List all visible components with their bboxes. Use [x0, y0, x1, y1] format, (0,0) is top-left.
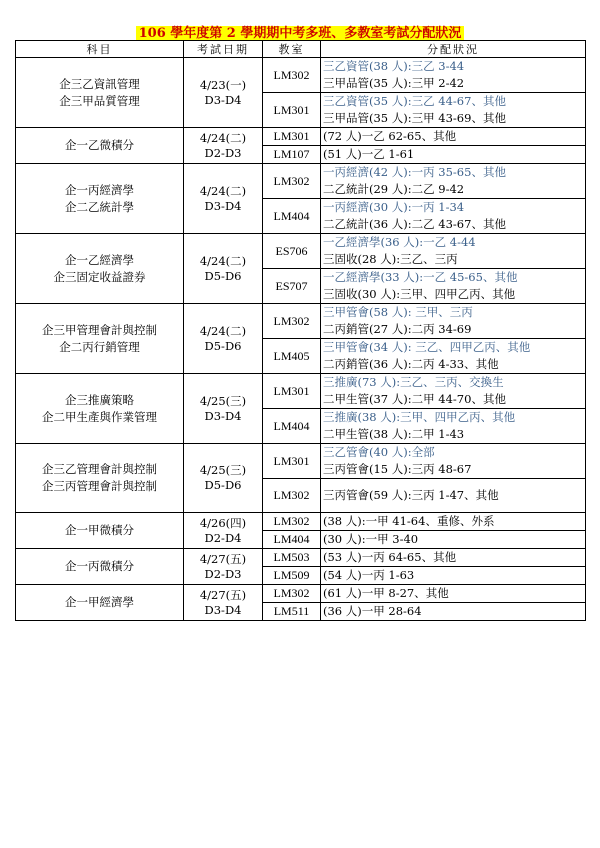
allocation-line: 一丙經濟(42 人):一丙 35-65、其他 — [323, 165, 506, 179]
subject-cell — [16, 164, 184, 234]
table-row — [16, 128, 586, 146]
exam-date: 4/23(一) — [199, 77, 247, 92]
title-container — [0, 22, 600, 41]
room-cell: LM302 — [263, 58, 321, 93]
date-cell — [184, 164, 263, 234]
room-cell: LM404 — [263, 531, 321, 549]
subject-name: 企三丙管理會計與控制 — [42, 479, 157, 493]
date-cell — [184, 234, 263, 304]
allocation-line: 三甲品管(35 人):三甲 43-69、其他 — [323, 111, 506, 125]
allocation-cell — [321, 234, 586, 269]
allocation-cell — [321, 531, 586, 549]
allocation-line: 三推廣(38 人):三甲、四甲乙丙、其他 — [323, 410, 516, 424]
room-cell: LM509 — [263, 567, 321, 585]
allocation-line: 二丙銷管(27 人):二丙 34-69 — [323, 322, 472, 336]
allocation-line: 三推廣(73 人):三乙、三丙、交換生 — [323, 375, 504, 389]
subject-name: 企三乙資訊管理 — [59, 76, 140, 91]
room-cell: LM301 — [263, 128, 321, 146]
exam-period: D2-D4 — [204, 530, 242, 545]
allocation-line: (72 人)一乙 62-65、其他 — [323, 129, 457, 143]
allocation-line: 二乙統計(29 人):二乙 9-42 — [323, 182, 465, 196]
date-cell — [184, 304, 263, 374]
exam-period: D5-D6 — [204, 268, 242, 283]
subject-name: 企三乙管理會計與控制 — [42, 462, 157, 476]
subject-cell — [16, 444, 184, 513]
allocation-cell — [321, 128, 586, 146]
date-cell — [184, 128, 263, 164]
exam-period: D5-D6 — [204, 338, 242, 353]
room-cell: LM511 — [263, 603, 321, 621]
table-row — [16, 234, 586, 269]
subject-cell — [16, 234, 184, 304]
date-cell — [184, 374, 263, 444]
room-cell: LM301 — [263, 374, 321, 409]
table-body — [16, 58, 586, 621]
room-cell: LM301 — [263, 93, 321, 128]
date-cell — [184, 58, 263, 128]
table-row — [16, 444, 586, 479]
allocation-cell — [321, 444, 586, 479]
table-row — [16, 585, 586, 603]
subject-name: 企二丙行銷管理 — [59, 339, 140, 354]
allocation-line: (36 人)一甲 28-64 — [323, 604, 422, 618]
exam-date: 4/24(二) — [199, 253, 247, 268]
allocation-cell — [321, 374, 586, 409]
allocation-cell — [321, 146, 586, 164]
exam-period: D3-D4 — [204, 408, 242, 423]
date-cell — [184, 585, 263, 621]
allocation-line: 二丙銷管(36 人):二丙 4-33、其他 — [323, 357, 499, 371]
allocation-line: 一乙經濟學(36 人):一乙 4-44 — [323, 235, 476, 249]
allocation-cell — [321, 304, 586, 339]
exam-date: 4/24(二) — [199, 323, 247, 338]
subject-name: 企三甲品質管理 — [59, 93, 140, 108]
allocation-line: (51 人)一乙 1-61 — [323, 147, 415, 161]
exam-period: D3-D4 — [204, 92, 242, 107]
allocation-line: (38 人):一甲 41-64、重修、外系 — [323, 514, 495, 528]
page-title: 106 學年度第 2 學期期中考多班、多教室考試分配狀況 — [136, 26, 465, 41]
allocation-line: (54 人)一丙 1-63 — [323, 568, 415, 582]
exam-date: 4/24(二) — [199, 130, 247, 145]
subject-name: 企二甲生產與作業管理 — [42, 409, 157, 424]
header-row — [16, 41, 586, 58]
allocation-cell — [321, 164, 586, 199]
allocation-line: 三甲管會(34 人): 三乙、四甲乙丙、其他 — [323, 340, 531, 354]
date-cell — [184, 549, 263, 585]
allocation-cell — [321, 549, 586, 567]
room-cell: LM405 — [263, 339, 321, 374]
room-cell: LM302 — [263, 513, 321, 531]
allocation-line: 二乙統計(36 人):二乙 43-67、其他 — [323, 217, 506, 231]
allocation-line: 三丙管會(15 人):三丙 48-67 — [323, 462, 472, 476]
subject-name: 企三甲管理會計與控制 — [42, 322, 157, 337]
subject-cell — [16, 374, 184, 444]
exam-date: 4/26(四) — [199, 515, 247, 530]
room-cell: LM301 — [263, 444, 321, 479]
table-row — [16, 374, 586, 409]
subject-cell — [16, 304, 184, 374]
allocation-line: 三甲品管(35 人):三甲 2-42 — [323, 76, 465, 90]
subject-cell — [16, 549, 184, 585]
room-cell: LM302 — [263, 304, 321, 339]
exam-allocation-table — [15, 40, 586, 621]
subject-name: 企三固定收益證券 — [53, 269, 146, 284]
room-cell: LM107 — [263, 146, 321, 164]
room-cell: ES707 — [263, 269, 321, 304]
date-cell — [184, 513, 263, 549]
room-cell: ES706 — [263, 234, 321, 269]
exam-date: 4/24(二) — [199, 183, 247, 198]
subject-name: 企一乙微積分 — [65, 138, 134, 152]
date-cell — [184, 444, 263, 513]
allocation-line: 三乙資管(35 人):三乙 44-67、其他 — [323, 94, 506, 108]
allocation-line: (30 人):一甲 3-40 — [323, 532, 419, 546]
allocation-cell — [321, 409, 586, 444]
allocation-cell — [321, 567, 586, 585]
allocation-line: 二甲生管(38 人):二甲 1-43 — [323, 427, 465, 441]
room-cell: LM302 — [263, 479, 321, 513]
room-cell: LM302 — [263, 585, 321, 603]
table-row — [16, 513, 586, 531]
subject-name: 企一乙經濟學 — [65, 252, 134, 267]
exam-date: 4/25(三) — [199, 393, 247, 408]
exam-period: D2-D3 — [204, 566, 242, 581]
subject-name: 企一甲經濟學 — [65, 595, 134, 609]
subject-name: 企二乙統計學 — [65, 199, 134, 214]
header-room: 教室 — [263, 41, 321, 58]
allocation-line: 三乙資管(38 人):三乙 3-44 — [323, 59, 465, 73]
exam-period: D5-D6 — [204, 478, 242, 492]
room-cell: LM404 — [263, 199, 321, 234]
allocation-cell — [321, 269, 586, 304]
header-subject: 科目 — [16, 41, 184, 58]
exam-date: 4/27(五) — [199, 551, 247, 566]
allocation-cell — [321, 58, 586, 93]
exam-date: 4/25(三) — [199, 463, 247, 477]
room-cell: LM404 — [263, 409, 321, 444]
allocation-cell — [321, 339, 586, 374]
subject-cell — [16, 58, 184, 128]
subject-cell — [16, 513, 184, 549]
allocation-line: 一丙經濟(30 人):一丙 1-34 — [323, 200, 465, 214]
room-cell: LM503 — [263, 549, 321, 567]
exam-period: D3-D4 — [204, 198, 242, 213]
subject-name: 企三推廣策略 — [65, 392, 134, 407]
subject-cell — [16, 585, 184, 621]
table-row — [16, 58, 586, 93]
subject-name: 企一甲微積分 — [65, 523, 134, 537]
allocation-cell — [321, 603, 586, 621]
header-date: 考試日期 — [184, 41, 263, 58]
allocation-cell — [321, 585, 586, 603]
allocation-line: 三甲管會(58 人): 三甲、三丙 — [323, 305, 473, 319]
table-row — [16, 304, 586, 339]
allocation-line: 三固收(30 人):三甲、四甲乙丙、其他 — [323, 287, 516, 301]
allocation-line: 三丙管會(59 人):三丙 1-47、其他 — [323, 488, 499, 502]
allocation-cell — [321, 479, 586, 513]
exam-period: D3-D4 — [204, 602, 242, 617]
allocation-line: 三固收(28 人):三乙、三丙 — [323, 252, 458, 266]
allocation-line: 二甲生管(37 人):二甲 44-70、其他 — [323, 392, 506, 406]
exam-period: D2-D3 — [204, 145, 242, 160]
allocation-line: 三乙管會(40 人):全部 — [323, 445, 435, 459]
allocation-cell — [321, 199, 586, 234]
subject-cell — [16, 128, 184, 164]
header-allocation: 分配狀況 — [321, 41, 586, 58]
subject-name: 企一丙經濟學 — [65, 182, 134, 197]
allocation-line: 一乙經濟學(33 人):一乙 45-65、其他 — [323, 270, 518, 284]
table-row — [16, 164, 586, 199]
allocation-line: (61 人)一甲 8-27、其他 — [323, 586, 449, 600]
allocation-line: (53 人)一丙 64-65、其他 — [323, 550, 457, 564]
subject-name: 企一丙微積分 — [65, 559, 134, 573]
allocation-cell — [321, 513, 586, 531]
allocation-cell — [321, 93, 586, 128]
room-cell: LM302 — [263, 164, 321, 199]
exam-date: 4/27(五) — [199, 587, 247, 602]
table-row — [16, 549, 586, 567]
